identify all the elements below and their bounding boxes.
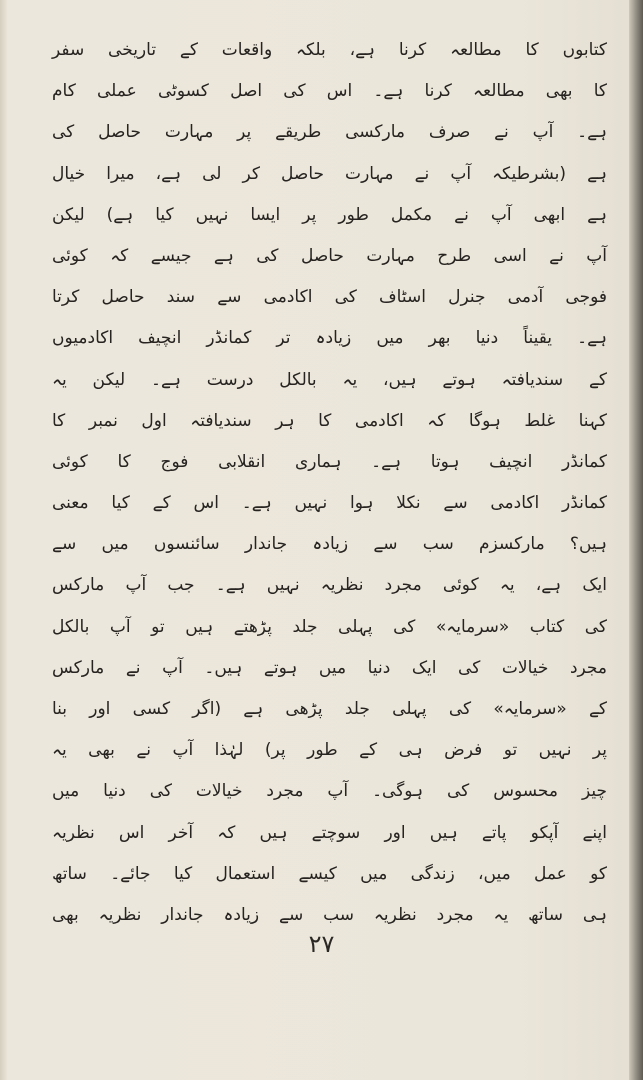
text-line: آپ نے اسی طرح مہارت حاصل کی ہے جیسے کہ کوئی — [52, 245, 607, 266]
text-line: ہے۔ آپ نے صرف مارکسی طریقے پر مہارت حاصل کی — [52, 122, 607, 143]
text-line: مجرد خیالات کی ایک دنیا میں ہوتے ہیں۔ آپ نے مارکس — [52, 657, 607, 678]
text-line: فوجی آدمی جنرل اسٹاف کی اکادمی سے سند حاصل کرتا — [52, 287, 607, 308]
page-edge-shadow — [0, 0, 8, 1080]
text-line: اپنے آپکو پاتے ہیں اور سوچتے ہیں کہ آخر اس نظریہ — [52, 822, 607, 843]
text-line: کمانڈر انچیف ہوتا ہے۔ ہماری انقلابی فوج کا کوئی — [52, 451, 607, 472]
text-line: ہے ابھی آپ نے مکمل طور پر ایسا نہیں کیا ہے) لیکن — [52, 204, 607, 225]
body-text — [52, 30, 607, 936]
text-line: ہیں؟ مارکسزم سب سے زیادہ جاندار سائنسوں میں سے — [52, 534, 607, 555]
text-line: کے سندیافتہ ہوتے ہیں، یہ بالکل درست ہے۔ لیکن یہ — [52, 369, 607, 390]
text-line: پر نہیں تو فرض ہی کے طور پر) لہٰذا آپ نے بھی یہ — [52, 740, 607, 761]
text-line: ہی ساتھ یہ مجرد نظریہ سب سے زیادہ جاندار نظریہ بھی — [52, 904, 607, 925]
page-number: ۲۷ — [308, 930, 335, 958]
text-line: ہے۔ یقیناً دنیا بھر میں زیادہ تر کمانڈر انچیف اکادمیوں — [52, 328, 607, 349]
text-line: کہنا غلط ہوگا کہ اکادمی کا ہر سندیافتہ اول نمبر کا — [52, 410, 607, 431]
text-line: کمانڈر اکادمی سے نکلا ہوا نہیں ہے۔ اس کے کیا معنی — [52, 493, 607, 514]
book-spine-shadow — [629, 0, 643, 1080]
text-line: ایک ہے، یہ کوئی مجرد نظریہ نہیں ہے۔ جب آپ مارکس — [52, 575, 607, 596]
text-line: کے «سرمایہ» کی پہلی جلد پڑھی ہے (اگر کسی اور بنا — [52, 699, 607, 719]
text-line: کتابوں کا مطالعہ کرنا ہے، بلکہ واقعات کے تاریخی سفر — [52, 40, 607, 60]
text-line: کا بھی مطالعہ کرنا ہے۔ اس کی اصل کسوٹی عملی کام — [52, 81, 607, 102]
text-line: ہے (بشرطیکہ آپ نے مہارت حاصل کر لی ہے، میرا خیال — [52, 163, 607, 184]
text-line: کی کتاب «سرمایہ» کی پہلی جلد پڑھتے ہیں تو آپ بالکل — [52, 616, 607, 637]
text-line: چیز محسوس کی ہوگی۔ آپ مجرد خیالات کی دنیا میں — [52, 781, 607, 802]
text-line: کو عمل میں، زندگی میں کیسے استعمال کیا جائے۔ ساتھ — [52, 863, 607, 884]
